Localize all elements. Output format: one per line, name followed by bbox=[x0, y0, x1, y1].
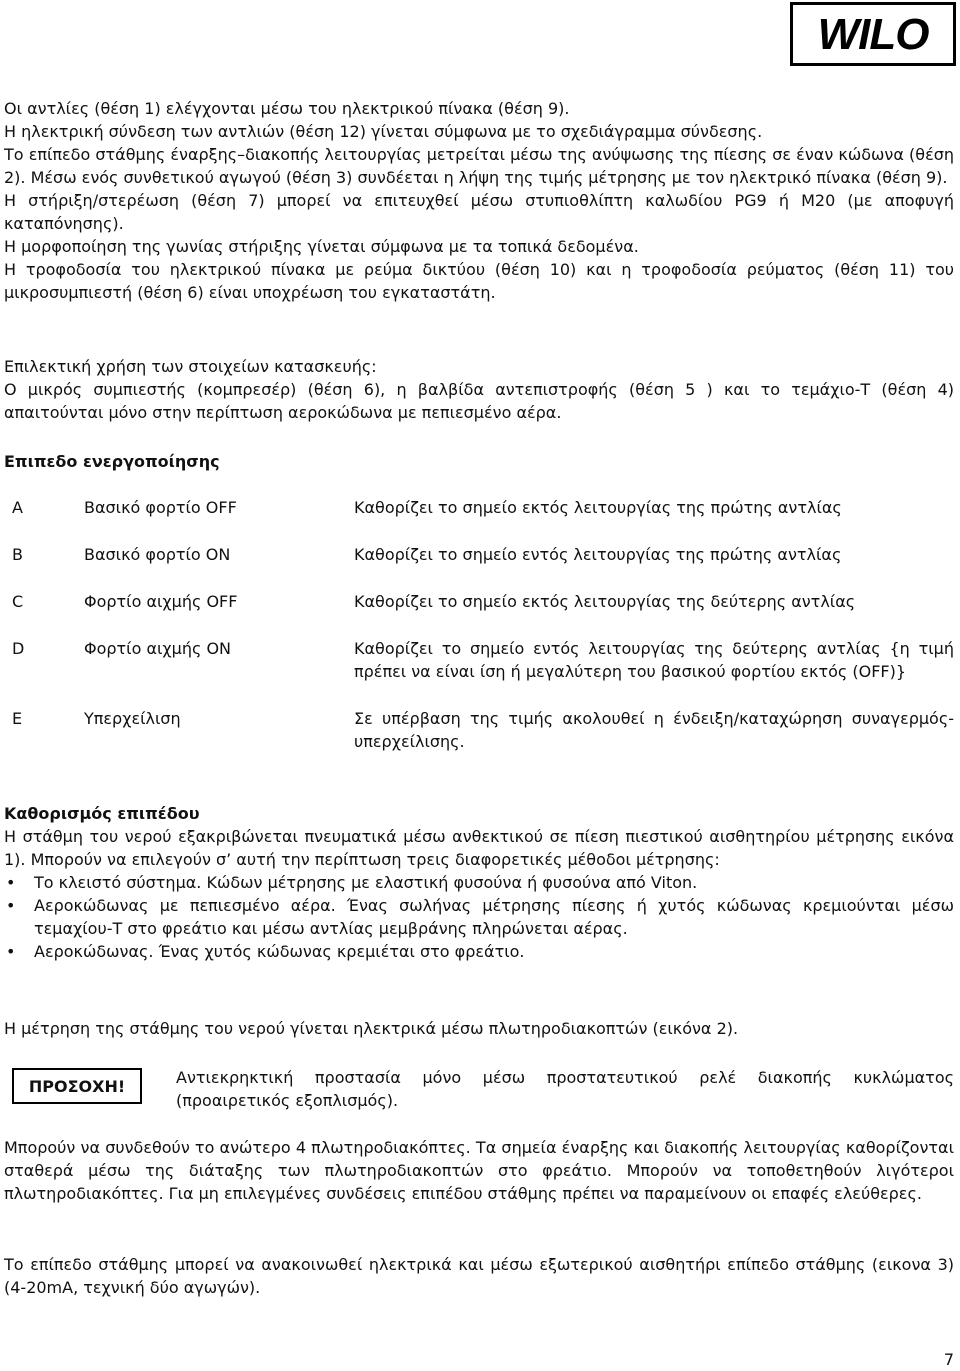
intro-paragraph: Οι αντλίες (θέση 1) ελέγχονται μέσω του ηλεκτρικού πίνακα (θέση 9). bbox=[4, 99, 570, 118]
bullet-icon: • bbox=[6, 942, 16, 961]
float-switches-text: Μπορούν να συνδεθούν το ανώτερο 4 πλωτηροδιακόπτες. Τα σημεία έναρξης και διακοπής λειτουργίας καθορίζονται σταθερά μέσω της διάταξης των πλωτηροδιακοπτών στο φρεάτιο. Μπορούν να τοποθετηθούν λιγότεροι πλωτηροδιακόπτες. Για μη επιλεγμένες συνδέσεις επιπέδου στάθμης πρέπει να παραμείνουν οι επαφές ελεύθερες. bbox=[4, 1138, 954, 1203]
table-row bbox=[4, 496, 954, 519]
level-text: Η στάθμη του νερού εξακριβώνεται πνευματικά μέσω ανθεκτικού σε πίεση πιεστικού αισθητηρίου μέτρησης εικόνα 1). Μπορούν να επιλεγούν σ’ αυτή την περίπτωση τρεις διαφορετικές μέθοδοι μέτρησης: bbox=[4, 827, 954, 869]
signal-text: Το επίπεδο στάθμης μπορεί να ανακοινωθεί ηλεκτρικά και μέσω εξωτερικού αισθητήρι επίπεδο στάθμης (εικονα 3) (4-20mA, τεχνική δύο αγωγών). bbox=[4, 1255, 954, 1297]
wilo-logo bbox=[790, 2, 956, 66]
page-number: 7 bbox=[943, 1350, 954, 1369]
table-row bbox=[4, 590, 954, 613]
optional-components-section bbox=[4, 355, 954, 424]
measurement-text: Η μέτρηση της στάθμης του νερού γίνεται ηλεκτρικά μέσω πλωτηροδιακοπτών (εικόνα 2). bbox=[4, 1019, 739, 1038]
list-item-text: Το κλειστό σύστημα. Κώδων μέτρησης με ελαστική φυσούνα ή φυσούνα από Viton. bbox=[34, 873, 698, 892]
row-code: E bbox=[12, 709, 23, 728]
intro-paragraph: Η στήριξη/στερέωση (θέση 7) μπορεί να επιτευχθεί μέσω στυπιοθλίπτη καλωδίου PG9 ή M20 (με αποφυγή καταπόνησης). bbox=[4, 191, 954, 233]
table-row bbox=[4, 637, 954, 683]
row-description: Καθορίζει το σημείο εντός λειτουργίας της πρώτης αντλίας bbox=[354, 545, 842, 564]
row-description: Σε υπέρβαση της τιμής ακολουθεί η ένδειξη/καταχώρηση συναγερμός-υπερχείλισης. bbox=[354, 709, 954, 751]
row-name: Βασικό φορτίο ON bbox=[84, 545, 231, 564]
signal-section bbox=[4, 1253, 954, 1299]
row-code: A bbox=[12, 498, 23, 517]
optional-text: Ο μικρός συμπιεστής (κομπρεσέρ) (θέση 6), η βαλβίδα αντεπιστροφής (θέση 5 ) και το τεμάχιο-Τ (θέση 4) απαιτούνται μόνο στην περίπτωση αεροκώδωνα με πεπιεσμένο αέρα. bbox=[4, 380, 954, 422]
row-code: D bbox=[12, 639, 25, 658]
intro-section bbox=[4, 97, 954, 304]
warning-label: ΠΡΟΣΟΧΗ! bbox=[28, 1076, 126, 1096]
method-list bbox=[4, 871, 954, 963]
list-item-text: Αεροκώδωνας. Ένας χυτός κώδωνας κρεμιέται στο φρεάτιο. bbox=[34, 942, 525, 961]
list-item-text: Αεροκώδωνας με πεπιεσμένο αέρα. Ένας σωλήνας μέτρησης πίεσης ή χυτός κώδωνας κρεμιούνται μέσω τεμαχίου-Τ στο φρεάτιο και μέσω αντλίας μεμβράνης πληρώνεται αέρας. bbox=[34, 896, 954, 938]
warning-text: Αντιεκρηκτική προστασία μόνο μέσω προστατευτικού ρελέ διακοπής κυκλώματος (προαιρετικός εξοπλισμός). bbox=[176, 1068, 954, 1110]
measurement-section bbox=[4, 1017, 954, 1040]
float-switches-section bbox=[4, 1136, 954, 1205]
bullet-icon: • bbox=[6, 873, 16, 892]
row-description: Καθορίζει το σημείο εκτός λειτουργίας της δεύτερης αντλίας bbox=[354, 592, 856, 611]
row-name: Βασικό φορτίο OFF bbox=[84, 498, 237, 517]
row-name: Υπερχείλιση bbox=[84, 709, 181, 728]
level-heading: Καθορισμός επιπέδου bbox=[4, 804, 200, 823]
table-row bbox=[4, 543, 954, 566]
row-code: C bbox=[12, 592, 24, 611]
row-description: Καθορίζει το σημείο εντός λειτουργίας της δεύτερης αντλίας {η τιμή πρέπει να είναι ίση ή μεγαλύτερη του βασικού φορτίου εκτός (OFF)} bbox=[354, 639, 954, 681]
list-item bbox=[4, 894, 954, 940]
row-name: Φορτίο αιχμής OFF bbox=[84, 592, 238, 611]
warning-text-block bbox=[176, 1066, 954, 1112]
activation-heading: Επιπεδο ενεργοποίησης bbox=[4, 452, 220, 471]
table-row bbox=[4, 707, 954, 753]
level-definition-section bbox=[4, 802, 954, 963]
intro-paragraph: Η μορφοποίηση της γωνίας στήριξης γίνεται σύμφωνα με τα τοπικά δεδομένα. bbox=[4, 237, 639, 256]
warning-label-box bbox=[12, 1068, 142, 1104]
intro-paragraph: Η ηλεκτρική σύνδεση των αντλιών (θέση 12) γίνεται σύμφωνα με το σχεδιάγραμμα σύνδεσης. bbox=[4, 122, 763, 141]
list-item bbox=[4, 871, 954, 894]
intro-paragraph: Το επίπεδο στάθμης έναρξης–διακοπής λειτουργίας μετρείται μέσω της ανύψωσης της πίεσης σε έναν κώδωνα (θέση 2). Μέσω ενός συνθετικού αγωγού (θέση 3) συνδέεται η λήψη της τιμής μέτρησης με τον ηλεκτρικό πίνακα (θέση 9). bbox=[4, 145, 954, 187]
activation-table bbox=[4, 496, 954, 777]
intro-paragraph: Η τροφοδοσία του ηλεκτρικού πίνακα με ρεύμα δικτύου (θέση 10) και η τροφοδοσία ρεύματος (θέση 11) του μικροσυμπιεστή (θέση 6) είναι υποχρέωση του εγκαταστάτη. bbox=[4, 260, 954, 302]
optional-heading: Επιλεκτική χρήση των στοιχείων κατασκευής: bbox=[4, 357, 377, 376]
wilo-logo-mark bbox=[800, 11, 946, 57]
bullet-icon: • bbox=[6, 896, 16, 915]
list-item bbox=[4, 940, 954, 963]
svg-text:WILO: WILO bbox=[817, 11, 929, 57]
row-name: Φορτίο αιχμής ON bbox=[84, 639, 232, 658]
row-description: Καθορίζει το σημείο εκτός λειτουργίας της πρώτης αντλίας bbox=[354, 498, 842, 517]
row-code: B bbox=[12, 545, 23, 564]
